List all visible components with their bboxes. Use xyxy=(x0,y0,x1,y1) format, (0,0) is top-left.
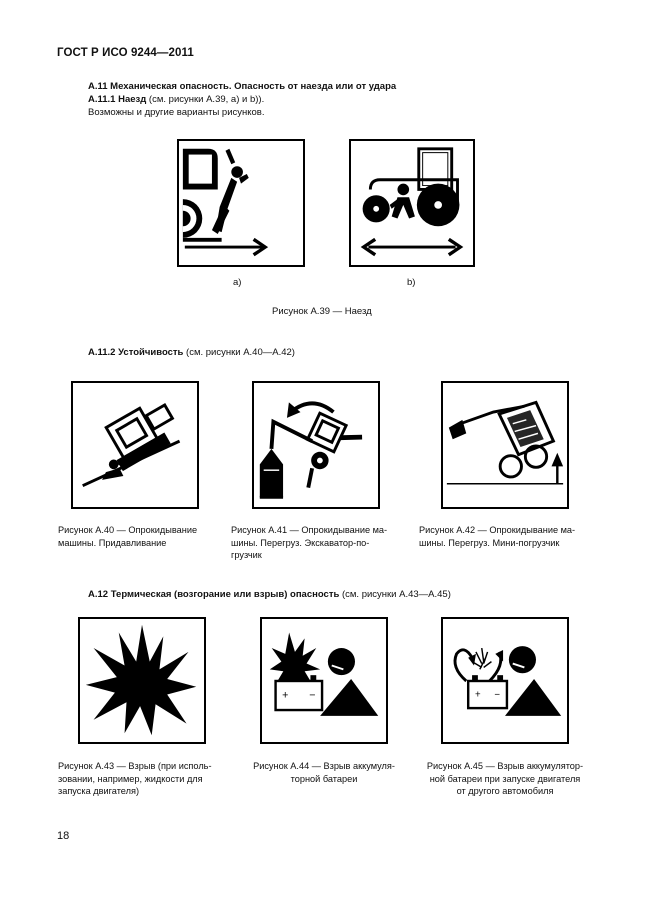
caption-line: Рисунок А.45 — Взрыв аккумулятор- xyxy=(426,761,584,771)
figure-a43-explosion-sign xyxy=(78,617,206,744)
section-a111-ref: (см. рисунки А.39, а) и b)). xyxy=(146,94,265,105)
caption-line: машины. Придавливание xyxy=(58,537,167,548)
figure-a39b-runover-sign xyxy=(349,139,475,267)
figure-a45-jumpstart-explosion-sign xyxy=(441,617,569,744)
figure-a39-caption: Рисунок А.39 — Наезд xyxy=(272,306,372,317)
caption-line: шины. Перегруз. Экскаватор-по- xyxy=(231,537,370,548)
caption-line: грузчик xyxy=(231,550,262,560)
figure-a39a-runover-sign xyxy=(177,139,305,267)
battery-explosion-icon xyxy=(262,619,386,742)
battery-minus: − xyxy=(494,689,501,701)
caption-line: зовании, например, жидкости для xyxy=(58,773,203,784)
figure-a45-caption xyxy=(418,760,592,798)
figure-a44-caption xyxy=(246,760,402,785)
figure-a43-caption xyxy=(58,760,229,798)
section-a111-note: Возможны и другие варианты рисунков. xyxy=(88,107,265,118)
document-header: ГОСТ Р ИСО 9244—2011 xyxy=(57,47,194,59)
figure-a40-caption xyxy=(58,524,214,549)
caption-line: ной батареи при запуске двигателя xyxy=(429,773,581,784)
explosion-icon xyxy=(80,619,204,742)
section-a111-line xyxy=(88,93,264,106)
caption-line: запуска двигателя) xyxy=(58,786,139,796)
figure-a39b-label: b) xyxy=(407,277,416,288)
caption-line: Рисунок А.42 — Опрокидывание ма- xyxy=(419,525,576,535)
figure-a41-caption xyxy=(231,524,402,562)
section-a12-ref: (см. рисунки А.43—А.45) xyxy=(339,589,451,600)
caption-line: Рисунок А.40 — Опрокидывание xyxy=(58,525,198,535)
caption-line: от другого автомобиля xyxy=(456,786,554,796)
section-a112-ref: (см. рисунки А.40—А.42) xyxy=(183,347,295,358)
section-a12-title: А.12 Термическая (возгорание или взрыв) опасность xyxy=(88,589,340,600)
mini-loader-overturn-icon xyxy=(443,383,567,507)
runover-side-icon xyxy=(179,141,303,265)
section-a11-title: А.11 Механическая опасность. Опасность от наезда или от удара xyxy=(88,81,397,92)
figure-a42-caption xyxy=(419,524,590,549)
battery-plus: + xyxy=(282,689,289,702)
excavator-loader-overturn-icon xyxy=(254,383,378,507)
caption-line: Рисунок А.41 — Опрокидывание ма- xyxy=(231,525,388,535)
battery-jumpstart-explosion-icon xyxy=(443,619,567,742)
section-a12-line xyxy=(88,588,451,601)
section-a112-title: А.11.2 Устойчивость xyxy=(88,347,184,358)
caption-line: шины. Перегруз. Мини-погрузчик xyxy=(419,537,560,548)
machine-overturn-crush-icon xyxy=(73,383,197,507)
tractor-runover-icon xyxy=(351,141,473,265)
caption-line: Рисунок А.44 — Взрыв аккумуля- xyxy=(253,761,395,771)
figure-a44-battery-explosion-sign xyxy=(260,617,388,744)
caption-line: торной батареи xyxy=(290,773,358,784)
figure-a39a-label: a) xyxy=(233,277,242,288)
caption-line: Рисунок А.43 — Взрыв (при исполь- xyxy=(58,761,212,771)
battery-minus: − xyxy=(309,689,316,702)
page-number: 18 xyxy=(57,830,70,842)
figure-a41-overturn-sign xyxy=(252,381,380,509)
figure-a40-overturn-sign xyxy=(71,381,199,509)
figure-a42-overturn-sign xyxy=(441,381,569,509)
battery-plus: + xyxy=(475,689,481,701)
section-a111-title: А.11.1 Наезд xyxy=(88,94,147,105)
section-a112-line xyxy=(88,346,295,359)
